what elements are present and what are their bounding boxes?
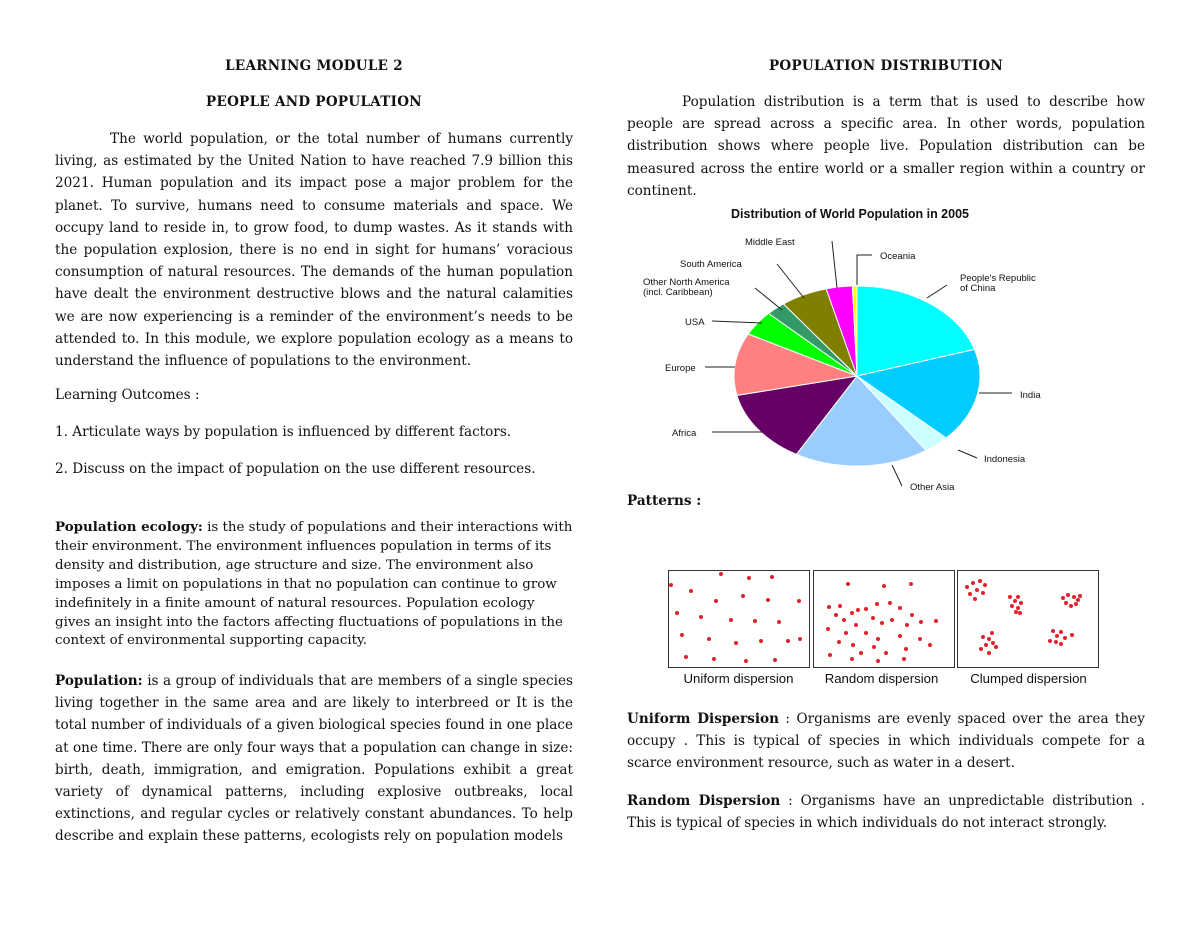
individual-dot [871,616,875,620]
individual-dot [1059,642,1063,646]
individual-dot [978,579,982,583]
individual-dot [773,658,777,662]
individual-dot [828,653,832,657]
individual-dot [909,582,913,586]
individual-dot [834,613,838,617]
distribution-intro-paragraph: Population distribution is a term that is used to describe how people are spread across a specific area. In other words, population distribution shows where people live. Population distribution can be measured across the entire world or a smaller region within a country or continent. [627,94,1145,199]
individual-dot [928,643,932,647]
individual-dot [919,620,923,624]
individual-dot [973,597,977,601]
distribution-title: POPULATION DISTRIBUTION [768,58,1004,74]
individual-dot [1018,611,1022,615]
individual-dot [979,647,983,651]
individual-dot [684,655,688,659]
individual-dot [968,592,972,596]
individual-dot [910,613,914,617]
individual-dot [981,591,985,595]
individual-dot [1061,596,1065,600]
clumped-dispersion-label: Clumped dispersion [970,671,1087,686]
random-dispersion-term: Random Dispersion [627,793,781,809]
individual-dot [1078,594,1082,598]
uniform-dispersion-definition: : Organisms are evenly spaced over the area they occupy . This is typical of species in which individuals compete for a scarce environment resource, such as water in a desert. [627,711,1145,772]
slice-label-india: India [1020,390,1041,401]
slice-label-other-asia: Other Asia [910,482,955,493]
random-dispersion-box [813,570,955,668]
individual-dot [981,635,985,639]
individual-dot [864,631,868,635]
individual-dot [856,608,860,612]
clumped-dispersion-box [957,570,1099,668]
individual-dot [842,618,846,622]
slice-label-europe: Europe [665,363,696,374]
patterns-heading: Patterns : [627,493,702,509]
individual-dot [987,651,991,655]
population-ecology-term: Population ecology: [55,519,203,535]
individual-dot [994,645,998,649]
leader-line-south-america [777,264,804,298]
leader-line-other-north-america-incl-caribbean [755,288,782,310]
leader-line-indonesia [958,450,977,458]
individual-dot [1064,601,1068,605]
individual-dot [827,605,831,609]
population-term: Population: [55,673,143,689]
individual-dot [1069,604,1073,608]
population-paragraph [55,670,573,848]
learning-outcome-2: 2. Discuss on the impact of population on the use different resources. [55,461,536,477]
individual-dot [680,633,684,637]
learning-outcome-1: 1. Articulate ways by population is influenced by different factors. [55,424,512,440]
chart-title: Distribution of World Population in 2005 [731,207,969,221]
pie-slices [734,286,980,466]
section-subtitle: PEOPLE AND POPULATION [206,94,422,110]
individual-dot [1059,630,1063,634]
individual-dot [898,606,902,610]
individual-dot [1013,599,1017,603]
individual-dot [786,639,790,643]
uniform-dispersion-paragraph [627,708,1145,775]
individual-dot [875,602,879,606]
uniform-dispersion-term: Uniform Dispersion [627,711,779,727]
individual-dot [888,601,892,605]
individual-dot [766,598,770,602]
slice-label-south-america: South America [680,259,742,270]
individual-dot [1063,636,1067,640]
individual-dot [864,607,868,611]
individual-dot [826,627,830,631]
individual-dot [753,619,757,623]
individual-dot [846,582,850,586]
individual-dot [890,618,894,622]
individual-dot [1019,601,1023,605]
slice-label-other-north-america-incl-caribbean: (incl. Caribbean) [643,287,713,298]
random-dispersion-label: Random dispersion [824,671,939,686]
individual-dot [699,615,703,619]
slice-label-middle-east: Middle East [745,237,795,248]
individual-dot [747,576,751,580]
individual-dot [741,594,745,598]
leader-line-middle-east [832,241,837,288]
leader-line-people-s-republic-of-china [927,285,947,298]
individual-dot [714,599,718,603]
individual-dot [898,634,902,638]
individual-dot [854,623,858,627]
individual-dot [759,639,763,643]
individual-dot [983,583,987,587]
individual-dot [987,637,991,641]
slice-label-indonesia: Indonesia [984,454,1026,465]
individual-dot [770,575,774,579]
individual-dot [707,637,711,641]
learning-outcomes-heading: Learning Outcomes : [55,387,200,403]
population-definition: is a group of individuals that are members of a single species living together in the same area and are likely to interbreed or It is the total number of individuals of a given biological species found in one place at one time. There are only four ways that a population can change in size: birth, death, immigration, and emigration. Populations exhibit a great variety of dynamical patterns, including explosive outbreaks, local extinctions, and regular cycles or relatively constant abundances. To help describe and explain these patterns, ecologists rely on population models [55,673,573,845]
individual-dot [965,585,969,589]
individual-dot [904,647,908,651]
individual-dot [990,631,994,635]
individual-dot [844,631,848,635]
individual-dot [712,657,716,661]
individual-dot [850,657,854,661]
individual-dot [1051,629,1055,633]
individual-dot [798,637,802,641]
population-ecology-definition: is the study of populations and their interactions with their environment. The environment influences population in terms of its density and distribution, age structure and size. The environment also imposes a limit on populations in that no population can continue to grow indefinitely in a finite amount of natural resources. Population ecology gives an insight into the factors affecting fluctuations of populations in the context of environmental supporting capacity. [55,520,573,649]
random-dispersion-paragraph [627,790,1145,834]
uniform-dispersion-label: Uniform dispersion [683,671,794,686]
slice-label-other-north-america-incl-caribbean: Other North America [643,277,730,288]
individual-dot [675,611,679,615]
individual-dot [1054,640,1058,644]
individual-dot [689,589,693,593]
individual-dot [918,637,922,641]
individual-dot [975,588,979,592]
individual-dot [1066,593,1070,597]
individual-dot [876,637,880,641]
slice-label-africa: Africa [672,428,697,439]
slice-label-people-s-republic-of-china: of China [960,283,996,294]
individual-dot [984,643,988,647]
leader-line-other-asia [892,465,902,486]
individual-dot [734,641,738,645]
individual-dot [1010,604,1014,608]
world-population-pie-chart [627,200,1067,495]
leader-line-oceania [857,255,872,285]
individual-dot [1070,633,1074,637]
individual-dot [876,659,880,663]
slice-label-usa: USA [685,317,705,328]
slice-label-oceania: Oceania [880,251,916,262]
population-ecology-paragraph [55,518,573,651]
individual-dot [744,659,748,663]
individual-dot [882,584,886,588]
individual-dot [1074,602,1078,606]
individual-dot [872,645,876,649]
individual-dot [880,621,884,625]
individual-dot [719,572,723,576]
individual-dot [837,640,841,644]
slice-label-people-s-republic-of-china: People's Republic [960,273,1036,284]
individual-dot [729,618,733,622]
individual-dot [797,599,801,603]
leader-line-usa [712,321,762,323]
individual-dot [884,651,888,655]
individual-dot [851,643,855,647]
individual-dot [850,611,854,615]
module-title: LEARNING MODULE 2 [225,58,403,74]
individual-dot [934,619,938,623]
intro-paragraph: The world population, or the total number of humans currently living, as estimated by the United Nation to have reached 7.9 billion this 2021. Human population and its impact pose a major problem for the planet. To survive, humans need to consume materials and space. We occupy land to reside in, to grow food, to dump wastes. As it stands with the population explosion, there is no end in sight for humans’ voracious consumption of natural resources. The demands of the human population have dealt the environment destructive blows and the natural calamities we are now experiencing is a reminder of the environment’s needs to be attended to. In this module, we explore population ecology as a means to understand the influence of populations to the environment. [55,131,573,370]
individual-dot [905,623,909,627]
uniform-dispersion-box [668,570,810,668]
individual-dot [1055,634,1059,638]
individual-dot [1016,595,1020,599]
individual-dot [1008,595,1012,599]
individual-dot [669,583,673,587]
individual-dot [971,581,975,585]
individual-dot [838,604,842,608]
individual-dot [859,651,863,655]
individual-dot [1048,639,1052,643]
individual-dot [902,657,906,661]
individual-dot [777,620,781,624]
random-dispersion-definition: : Organisms have an unpredictable distribution . This is typical of species in which individuals do not interact strongly. [627,793,1145,832]
